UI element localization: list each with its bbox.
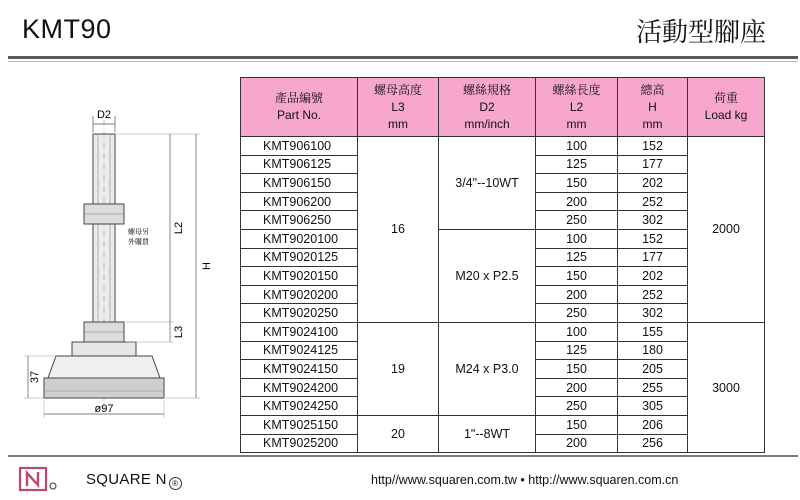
table-row: KMT9020125 125 177 bbox=[241, 248, 765, 267]
table-row: KMT9024100 19 M24 x P3.0 100 155 3000 bbox=[241, 322, 765, 341]
d2-group-m20: M20 x P2.5 bbox=[439, 229, 536, 322]
note-text-1: 螺母另 bbox=[128, 228, 149, 236]
website-links bbox=[371, 473, 678, 487]
table-row: KMT9024150 150 205 bbox=[241, 360, 765, 379]
header-rule bbox=[8, 56, 798, 59]
l3-group-20: 20 bbox=[358, 415, 439, 452]
d2-group-m24: M24 x P3.0 bbox=[439, 322, 536, 415]
dim-label-l2: L2 bbox=[173, 221, 185, 235]
page-footer bbox=[0, 462, 800, 500]
url-separator: • bbox=[520, 473, 525, 487]
brand-logo bbox=[18, 466, 60, 492]
table-row: KMT906200 200 252 bbox=[241, 192, 765, 211]
table-row: KMT906100 16 3/4"--10WT 100 152 2000 bbox=[241, 137, 765, 156]
header-d2: 螺絲規格 D2 mm/inch bbox=[439, 78, 536, 137]
load-group-3000: 3000 bbox=[688, 322, 765, 452]
table-row: KMT9025200 200 256 bbox=[241, 434, 765, 453]
table-row: KMT9020100 M20 x P2.5 100 152 bbox=[241, 229, 765, 248]
header-l2: 螺絲長度 L2 mm bbox=[536, 78, 618, 137]
dim-label-diameter: ø97 bbox=[94, 403, 114, 415]
dim-label-h: H bbox=[201, 262, 213, 270]
table-row: KMT9020200 200 252 bbox=[241, 285, 765, 304]
model-title: KMT90 bbox=[22, 14, 112, 44]
table-row: KMT9024200 200 255 bbox=[241, 378, 765, 397]
table-row: KMT906125 125 177 bbox=[241, 155, 765, 174]
website-link-tw[interactable]: http//www.squaren.com.tw bbox=[371, 473, 517, 487]
table-row: KMT906250 250 302 bbox=[241, 211, 765, 230]
table-header-row bbox=[241, 78, 765, 137]
spec-table bbox=[240, 77, 765, 453]
table-row: KMT9024250 250 305 bbox=[241, 397, 765, 416]
table-row: KMT9025150 20 1"--8WT 150 206 bbox=[241, 415, 765, 434]
brand-name: SQUARE N ® bbox=[86, 471, 182, 490]
table-row: KMT9020250 250 302 bbox=[241, 304, 765, 323]
product-name-cn: 活動型腳座 bbox=[635, 18, 766, 48]
d2-group-3-4-10wt: 3/4"--10WT bbox=[439, 137, 536, 230]
footer-rule bbox=[8, 455, 798, 457]
header-load: 荷重 Load kg bbox=[688, 78, 765, 137]
table-row: KMT906150 150 202 bbox=[241, 174, 765, 193]
technical-drawing bbox=[20, 110, 235, 440]
l3-group-19: 19 bbox=[358, 322, 439, 415]
dim-label-d2: D2 bbox=[96, 110, 112, 121]
website-link-cn[interactable]: http://www.squaren.com.cn bbox=[528, 473, 679, 487]
d2-group-1-8wt: 1"--8WT bbox=[439, 415, 536, 452]
table-row: KMT9020150 150 202 bbox=[241, 267, 765, 286]
l3-group-16: 16 bbox=[358, 137, 439, 323]
header-rule-thin bbox=[8, 61, 798, 62]
dim-label-base-height: 37 bbox=[29, 370, 41, 384]
header-l3: 螺母高度 L3 mm bbox=[358, 78, 439, 137]
dim-label-l3: L3 bbox=[173, 325, 185, 339]
header-h: 總高 H mm bbox=[618, 78, 688, 137]
page-header bbox=[0, 0, 800, 62]
note-text-2: 外購買 bbox=[128, 238, 149, 246]
load-group-2000: 2000 bbox=[688, 137, 765, 323]
header-part-no: 產品編號 Part No. bbox=[241, 78, 358, 137]
table-row: KMT9024125 125 180 bbox=[241, 341, 765, 360]
